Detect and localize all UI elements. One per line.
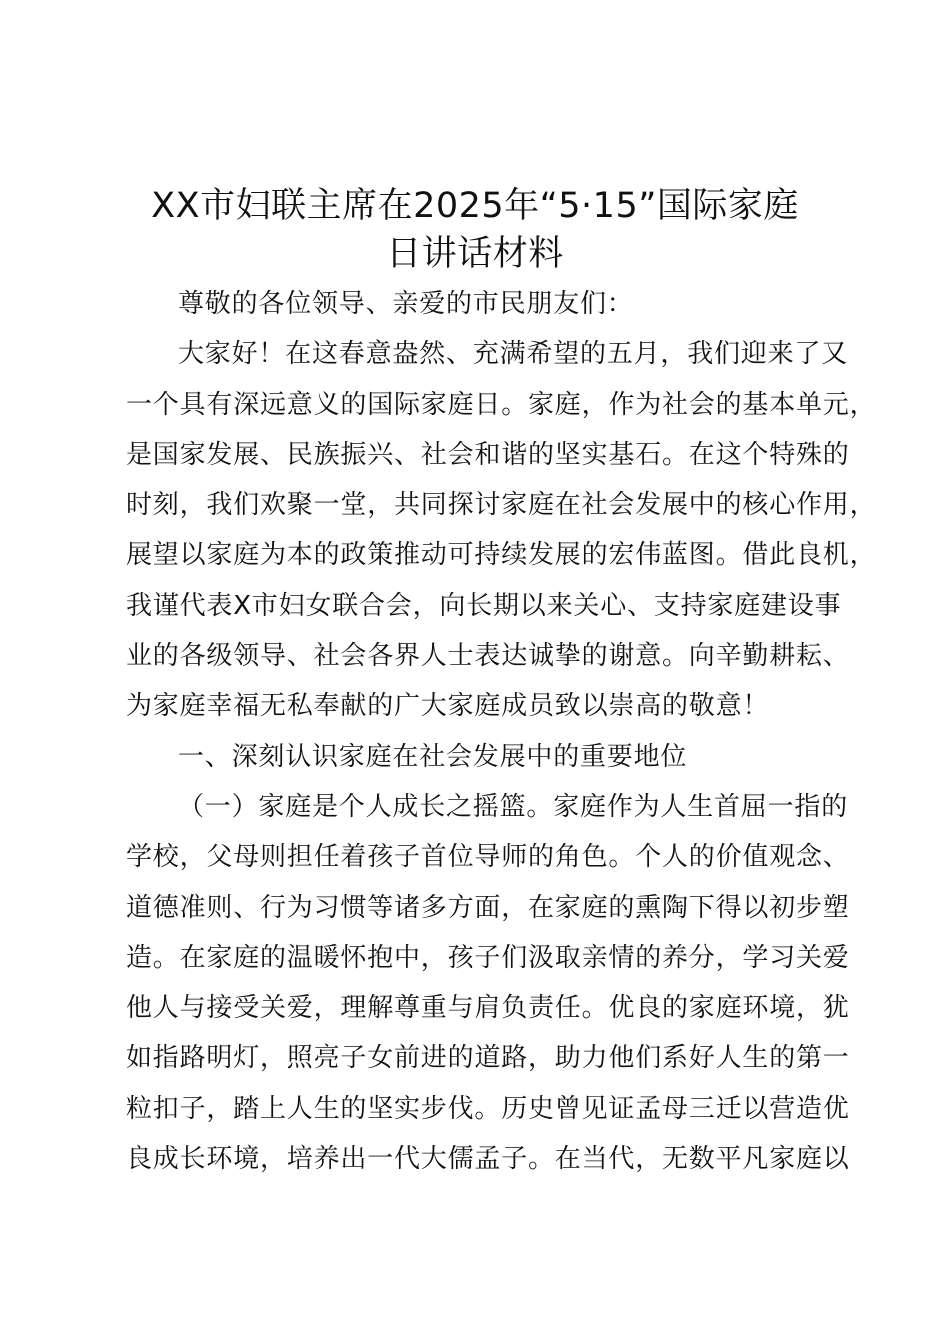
paragraph-line: 业的各级领导、社会各界人士表达诚挚的谢意。向辛勤耕耘、 (126, 641, 850, 672)
paragraph-line: 展望以家庭为本的政策推动可持续发展的宏伟蓝图。借此良机， (126, 540, 877, 571)
paragraph-line: 时刻，我们欢聚一堂，共同探讨家庭在社会发展中的核心作用， (126, 490, 877, 521)
title-line-1: XX市妇联主席在2025年“5·15”国际家庭 (151, 186, 799, 226)
paragraph-line: 大家好！在这春意盎然、充满希望的五月，我们迎来了又 (178, 339, 849, 370)
paragraph-line: 粒扣子，踏上人生的坚实步伐。历史曾见证孟母三迁以营造优 (126, 1093, 850, 1124)
paragraph-line: 他人与接受关爱，理解尊重与肩负责任。优良的家庭环境，犹 (126, 993, 850, 1024)
salutation-line: 尊敬的各位领导、亲爱的市民朋友们： (178, 289, 634, 319)
paragraph-line: 我谨代表X市妇女联合会，向长期以来关心、支持家庭建设事 (126, 590, 842, 621)
paragraph-line: 道德准则、行为习惯等诸多方面，在家庭的熏陶下得以初步塑 (126, 892, 850, 923)
document-body (126, 284, 877, 1189)
paragraph-line: 如指路明灯，照亮子女前进的道路，助力他们系好人生的第一 (126, 1043, 850, 1074)
paragraph-line: 一个具有深远意义的国际家庭日。家庭，作为社会的基本单元， (126, 389, 877, 420)
paragraph-line: 造。在家庭的温暖怀抱中，孩子们汲取亲情的养分，学习关爱 (126, 942, 850, 973)
paragraph-line: 是国家发展、民族振兴、社会和谐的坚实基石。在这个特殊的 (126, 439, 850, 470)
paragraph-line: （一）家庭是个人成长之摇篮。家庭作为人生首屈一指的 (178, 791, 849, 822)
section-heading: 一、深刻认识家庭在社会发展中的重要地位 (178, 741, 688, 772)
paragraph-line: 良成长环境，培养出一代大儒孟子。在当代，无数平凡家庭以 (126, 1144, 850, 1175)
title-line-2: 日讲话材料 (386, 234, 564, 274)
document-title (120, 182, 830, 278)
paragraph-line: 学校，父母则担任着孩子首位导师的角色。个人的价值观念、 (126, 842, 850, 873)
paragraph-line: 为家庭幸福无私奉献的广大家庭成员致以崇高的敬意！ (126, 691, 770, 722)
